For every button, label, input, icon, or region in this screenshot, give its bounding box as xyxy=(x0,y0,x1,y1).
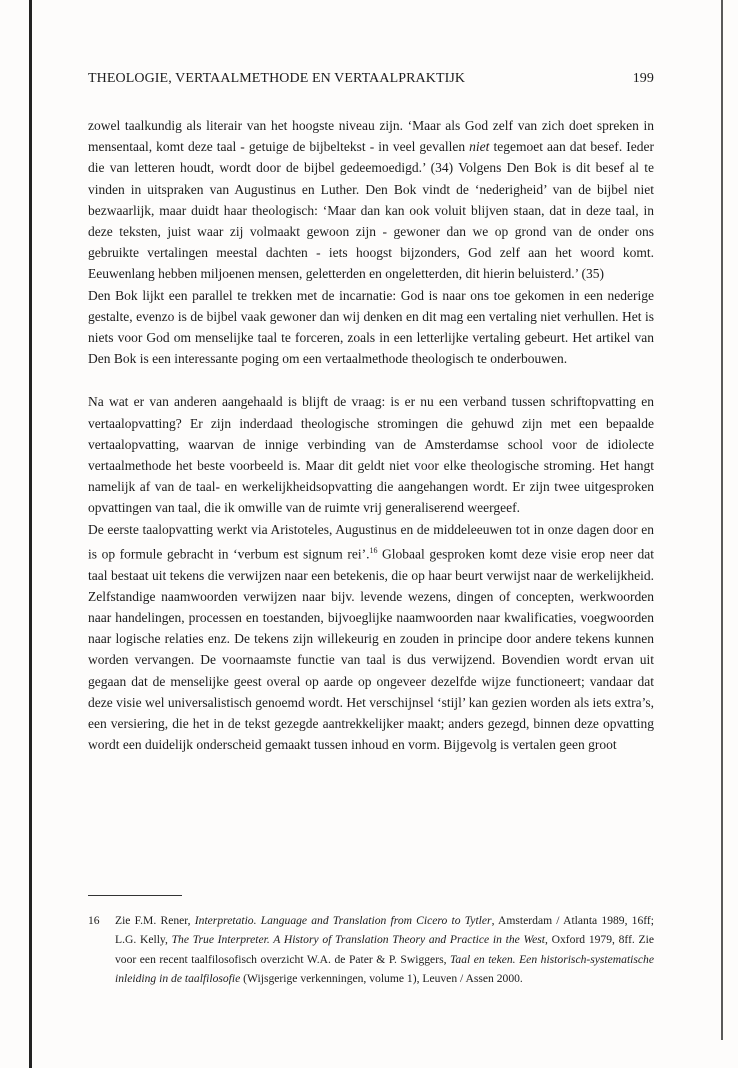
paragraph-3: Na wat er van anderen aangehaald is blijft de vraag: is er nu een verband tussen schriftopvatting en vertaalopvatting? Er zijn inderdaad theologische stromingen die gehuwd zijn met een bepaalde vertaalopvatting, waarvan de innige verbinding van de Amsterdamse school voor de idiolecte vertaalmethode het beste voorbeeld is. Maar dit geldt niet voor elke theologische stroming. Het hangt namelijk af van de taal- en werkelijkheidsopvatting die aangehangen wordt. Er zijn twee uitgesproken opvattingen van taal, die ik omwille van de ruimte vrij generaliserend weergeef. xyxy=(88,394,654,516)
emphasis-niet: niet xyxy=(469,139,490,155)
paragraph-1-text-b: tegemoet aan dat besef. Ieder die van letteren houdt, wordt door de bijbel gedeemoedigd.’ (34) Volgens Den Bok is dit besef al te vinden in uitspraken van Augustinus en Luther. Den Bok vindt de ‘nederigheid’ van de bijbel niet bezwaarlijk, maar duidt haar theologisch: ‘Maar dan kan ook voluit blijven staan, dat in deze taal, in deze teksten, juist waar zij volmaakt gewoon zijn - gewoner dan we op grond van de onder ons gebruikte vertalingen meestal dachten - iets hoogst bijzonders, God zelf aan het woord komt. Eeuwenlang hebben miljoenen mensen, geletterden en ongeletterden, dit hierin beluisterd.’ (35) xyxy=(88,139,654,282)
paragraph-4 xyxy=(88,519,654,756)
page-edge-left xyxy=(29,0,32,1068)
footnote-text xyxy=(115,911,654,989)
footnote-text-4: (Wijsgerige verkenningen, volume 1), Leuven / Assen 2000. xyxy=(240,972,523,986)
paragraph-4-text-a: De eerste taalopvatting werkt via Aristoteles, Augustinus en de middeleeuwen tot in onze dagen door en is op formule gebracht in ‘verbum est signum rei’. xyxy=(88,521,654,562)
running-header xyxy=(88,71,654,91)
body-text xyxy=(88,115,654,755)
page-number: 199 xyxy=(632,71,654,86)
footnote-title-3: Taal en teken. Een historisch-systematische inleiding in de taalfilosofie xyxy=(115,952,654,986)
paragraph-4-text-b: Globaal gesproken komt deze visie erop neer dat taal bestaat uit tekens die verwijzen naar een betekenis, die op haar beurt verwijst naar de werkelijkheid. Zelfstandige naamwoorden verwijzen naar bijv. levende wezens, dingen of concepten, werkwoorden naar handelingen, processen en toestanden, bijvoeglijke naamwoorden naar kwalificaties, voegwoorden naar logische relaties enz. De tekens zijn willekeurig en zouden in principe door andere tekens kunnen worden vervangen. De voornaamste functie van taal is dus verwijzend. Bovendien wordt ervan uit gegaan dat de menselijke geest overal op aarde op ongeveer dezelfde wijze functioneert; vandaar dat deze visie wel universalistisch genoemd wordt. Het verschijnsel ‘stijl’ kan gezien worden als iets extra’s, een versiering, die het in de tekst gezegde aantrekkelijker maakt; anders gezegd, binnen deze opvatting wordt een duidelijk onderscheid gemaakt tussen inhoud en vorm. Bijgevolg is vertalen geen groot xyxy=(88,546,654,753)
footnote-rule xyxy=(88,895,182,896)
page-edge-right xyxy=(721,0,723,1040)
paragraph-2: Den Bok lijkt een parallel te trekken met de incarnatie: God is naar ons toe gekomen in een nederige gestalte, evenzo is de bijbel vaak gewoner dan wij denken en dit mag een vertaling niet verhullen. Het is niets voor God om menselijke taal te forceren, zoals in een letterlijke vertaling gebeurt. Het artikel van Den Bok is een interessante poging om een vertaalmethode theologisch te onderbouwen. xyxy=(88,287,654,367)
footnote-text-3: , Oxford 1979, 8ff. Zie voor een recent taalfilosofisch overzicht W.A. de Pater & P. Swiggers, xyxy=(115,933,654,966)
footnote-title-2: The True Interpreter. A History of Translation Theory and Practice in the West xyxy=(171,933,545,947)
running-title: THEOLOGIE, VERTAALMETHODE EN VERTAALPRAKTIJK xyxy=(88,71,466,86)
footnote xyxy=(88,911,654,989)
footnote-reference[interactable]: 16 xyxy=(369,545,378,555)
footnote-text-2: , Amsterdam / Atlanta 1989, 16ff; L.G. Kelly, xyxy=(115,914,655,947)
paragraph-1 xyxy=(88,115,654,285)
section-gap xyxy=(88,369,654,391)
footnote-title-1: Interpretatio. Language and Translation from Cicero to Tytler xyxy=(194,914,492,927)
paragraph-1-text-a: zowel taalkundig als literair van het hoogste niveau zijn. ‘Maar als God zelf van zich doet spreken in mensentaal, komt deze taal - getuige de bijbeltekst - in veel gevallen xyxy=(88,118,654,155)
footnote-number: 16 xyxy=(88,914,100,927)
footnote-text-1: Zie F.M. Rener, xyxy=(115,914,195,927)
